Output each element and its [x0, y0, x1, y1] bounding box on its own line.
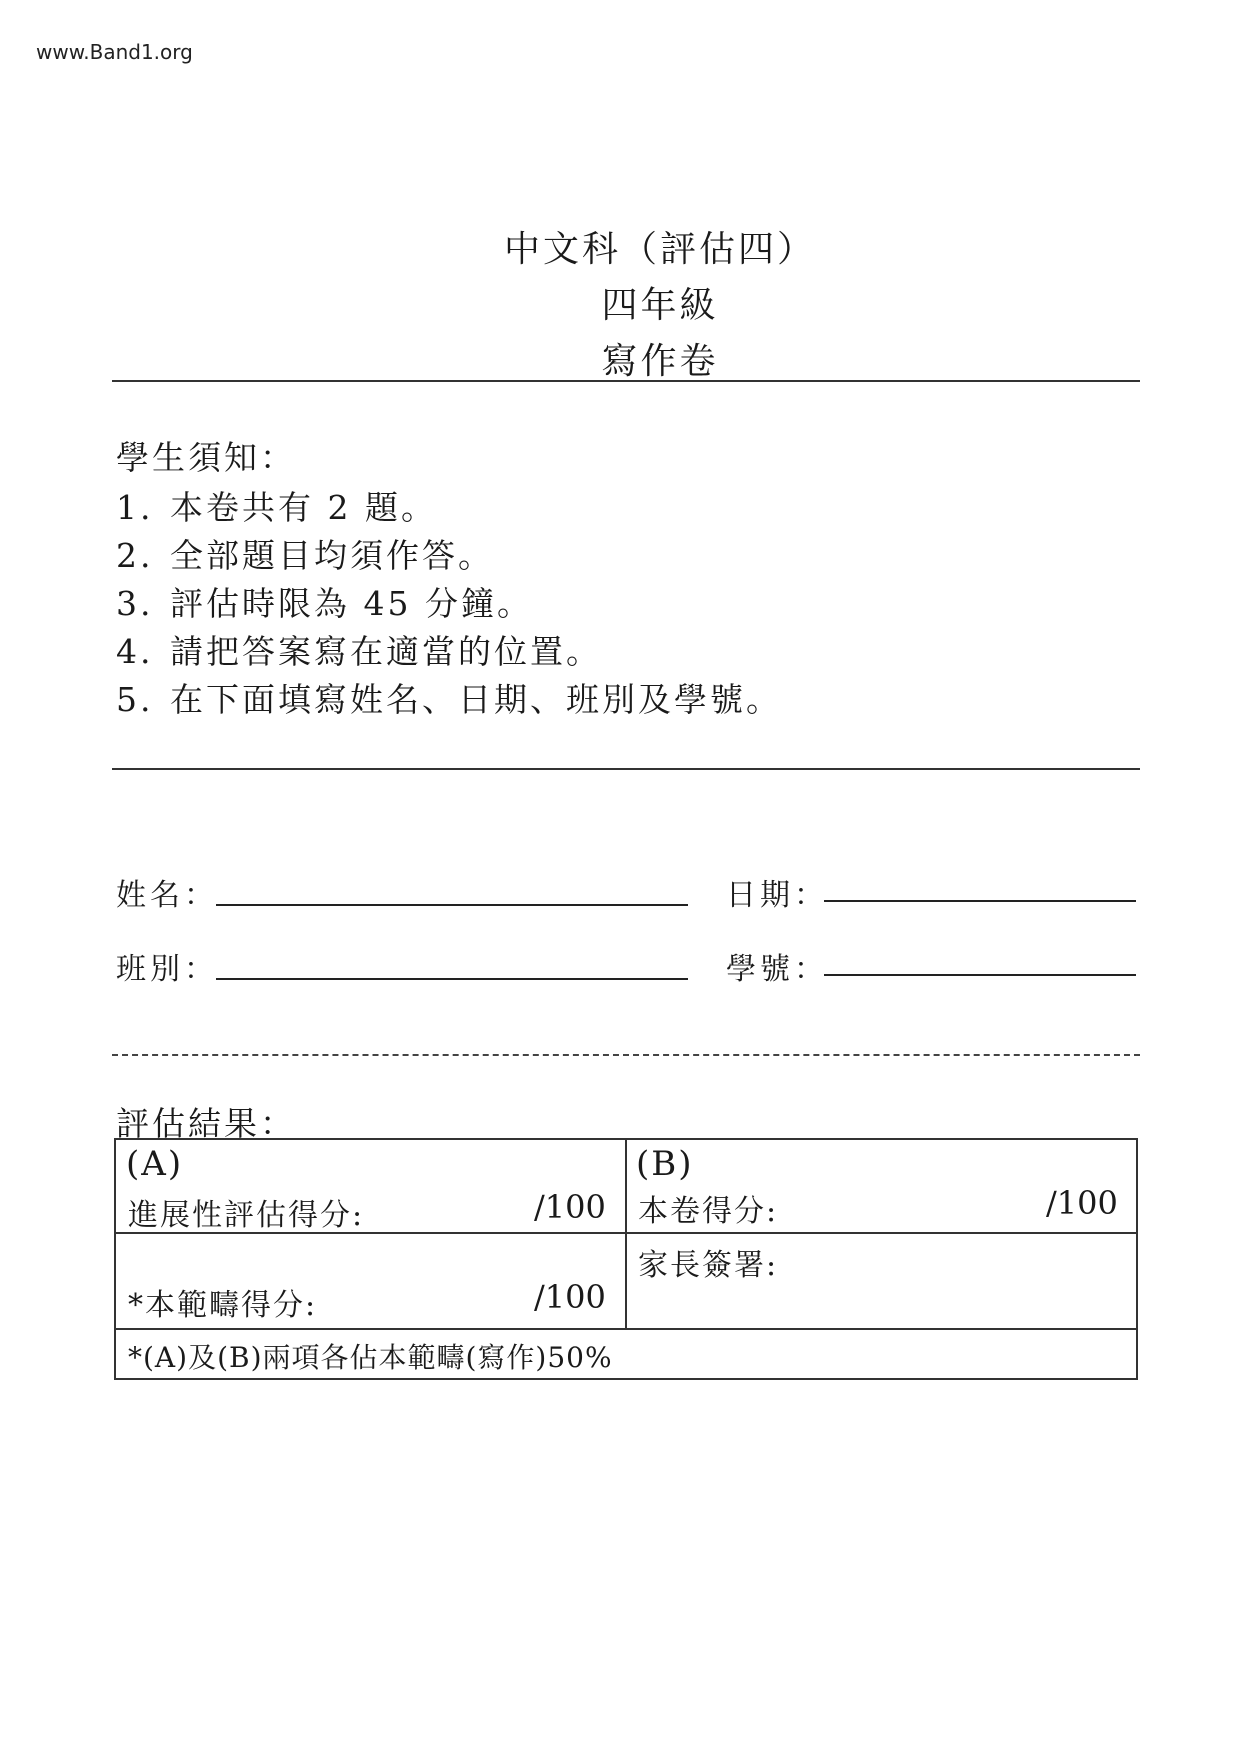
student-no-input-line[interactable] — [824, 974, 1136, 976]
column-divider — [625, 1140, 627, 1328]
date-label: 日期： — [726, 878, 828, 913]
notice-item — [116, 628, 782, 676]
notice-item-text: 評估時限為 45 分鐘。 — [170, 584, 533, 623]
notice-item — [116, 580, 782, 628]
paper-label: 寫作卷 — [601, 341, 719, 382]
part-b-label: (B) — [636, 1144, 694, 1184]
notice-item — [116, 532, 782, 580]
name-input-line[interactable] — [216, 904, 688, 906]
notice-item-number: 1. — [116, 488, 154, 527]
title-block — [0, 222, 1240, 390]
student-no-label: 學號： — [726, 952, 828, 987]
dashed-divider — [112, 1054, 1140, 1056]
notice-item-text: 全部題目均須作答。 — [170, 536, 494, 575]
notice-heading: 學生須知： — [116, 438, 296, 477]
class-label: 班別： — [116, 952, 218, 987]
notice-item-text: 在下面填寫姓名、日期、班別及學號。 — [170, 680, 782, 719]
notice-item-text: 請把答案寫在適當的位置。 — [170, 632, 602, 671]
paper-score-max: /100 — [1046, 1184, 1118, 1222]
date-input-line[interactable] — [824, 900, 1136, 902]
grade-label: 四年級 — [601, 285, 719, 326]
parent-signature-label: 家長簽署: — [638, 1248, 779, 1283]
notice-item-text: 本卷共有 2 題。 — [170, 488, 437, 527]
subject-title: 中文科（評估四） — [503, 229, 816, 270]
notice-item — [116, 676, 782, 724]
footnote-divider — [116, 1328, 1136, 1330]
progress-score-label: 進展性評估得分: — [128, 1198, 365, 1233]
weighting-footnote: *(A)及(B)兩項各佔本範疇(寫作)50% — [128, 1341, 613, 1374]
notice-divider — [112, 768, 1140, 770]
top-divider — [112, 380, 1140, 382]
domain-score-max: /100 — [534, 1278, 606, 1316]
watermark-url: www.Band1.org — [36, 40, 193, 64]
results-heading: 評估結果： — [116, 1104, 296, 1143]
notice-item-number: 3. — [116, 584, 154, 623]
part-a-label: (A) — [126, 1144, 184, 1184]
notice-item-number: 5. — [116, 680, 154, 719]
notice-item — [116, 484, 782, 532]
notice-item-number: 2. — [116, 536, 154, 575]
class-input-line[interactable] — [216, 978, 688, 980]
paper-score-label: 本卷得分: — [638, 1194, 779, 1229]
results-table — [114, 1138, 1138, 1380]
domain-score-label: *本範疇得分: — [128, 1288, 318, 1323]
student-notice — [116, 432, 782, 724]
notice-item-number: 4. — [116, 632, 154, 671]
progress-score-max: /100 — [534, 1188, 606, 1226]
name-label: 姓名： — [116, 878, 218, 913]
